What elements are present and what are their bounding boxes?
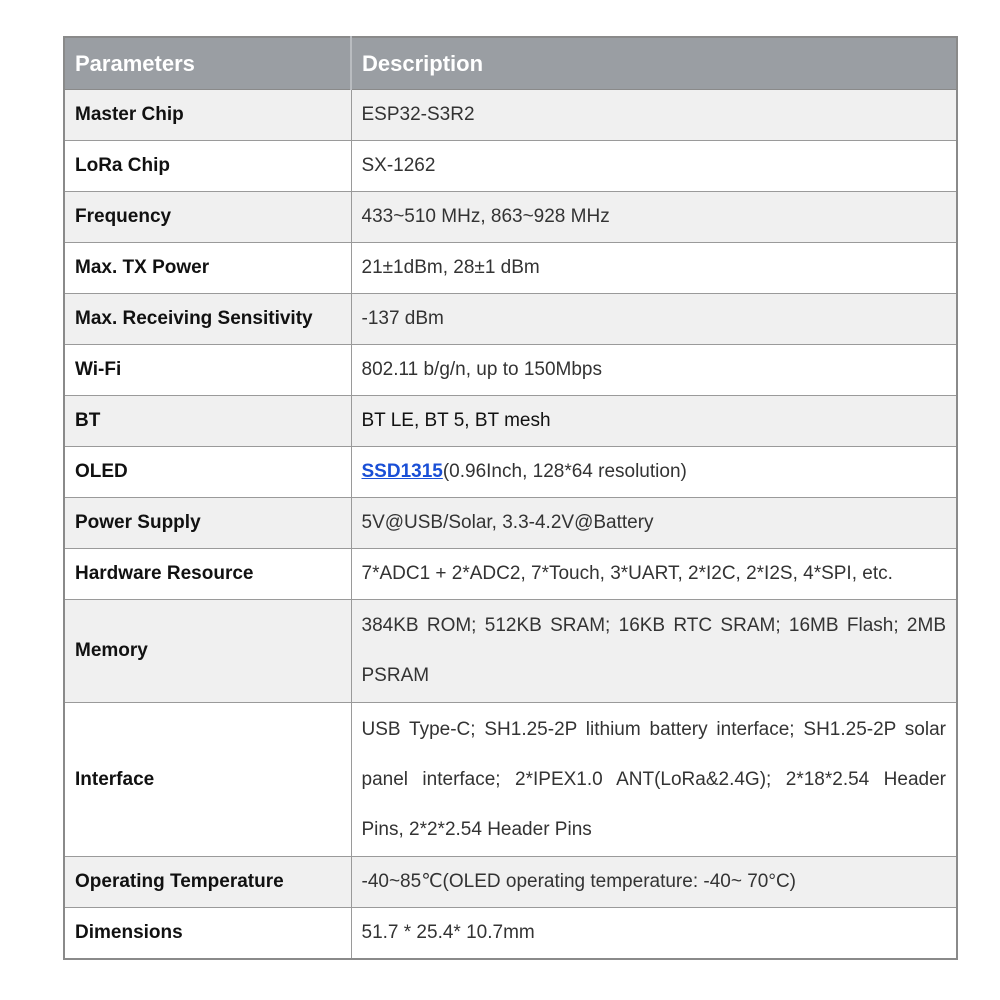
param-cell: Frequency [64,192,351,243]
ssd1315-link[interactable]: SSD1315 [361,461,443,482]
table-row [64,192,957,243]
desc-cell: ESP32-S3R2 [351,90,957,141]
table-row [64,600,957,703]
desc-cell: USB Type-C; SH1.25-2P lithium battery interface; SH1.25-2P solar panel interface; 2*IPEX1.0 ANT(LoRa&2.4G); 2*18*2.54 Header Pins, 2*2*2.54 Header Pins [351,703,957,857]
param-cell: LoRa Chip [64,141,351,192]
spec-table [63,36,958,960]
table-row [64,141,957,192]
param-cell: Max. TX Power [64,243,351,294]
param-cell: OLED [64,447,351,498]
desc-cell: 384KB ROM; 512KB SRAM; 16KB RTC SRAM; 16MB Flash; 2MB PSRAM [351,600,957,703]
desc-cell: 802.11 b/g/n, up to 150Mbps [351,345,957,396]
desc-cell: -40~85℃(OLED operating temperature: -40~ 70°C) [351,857,957,908]
header-description: Description [351,37,957,90]
table-row [64,498,957,549]
header-parameters: Parameters [64,37,351,90]
param-cell: Master Chip [64,90,351,141]
table-row [64,243,957,294]
param-cell: BT [64,396,351,447]
table-row [64,396,957,447]
table-row [64,549,957,600]
param-cell: Interface [64,703,351,857]
desc-cell [351,447,957,498]
table-header-row [64,37,957,90]
oled-desc-text: (0.96Inch, 128*64 resolution) [442,461,687,482]
table-row [64,345,957,396]
param-cell: Operating Temperature [64,857,351,908]
desc-cell: 433~510 MHz, 863~928 MHz [351,192,957,243]
desc-cell: -137 dBm [351,294,957,345]
param-cell: Hardware Resource [64,549,351,600]
table-row [64,447,957,498]
param-cell: Dimensions [64,908,351,960]
table-row [64,90,957,141]
desc-cell: 7*ADC1 + 2*ADC2, 7*Touch, 3*UART, 2*I2C, 2*I2S, 4*SPI, etc. [351,549,957,600]
param-cell: Max. Receiving Sensitivity [64,294,351,345]
param-cell: Wi-Fi [64,345,351,396]
table-row [64,703,957,857]
desc-cell: SX-1262 [351,141,957,192]
desc-cell: 21±1dBm, 28±1 dBm [351,243,957,294]
table-row [64,857,957,908]
param-cell: Memory [64,600,351,703]
desc-cell: 51.7 * 25.4* 10.7mm [351,908,957,960]
desc-cell: 5V@USB/Solar, 3.3-4.2V@Battery [351,498,957,549]
table-row [64,908,957,960]
param-cell: Power Supply [64,498,351,549]
desc-cell: BT LE, BT 5, BT mesh [351,396,957,447]
table-row [64,294,957,345]
